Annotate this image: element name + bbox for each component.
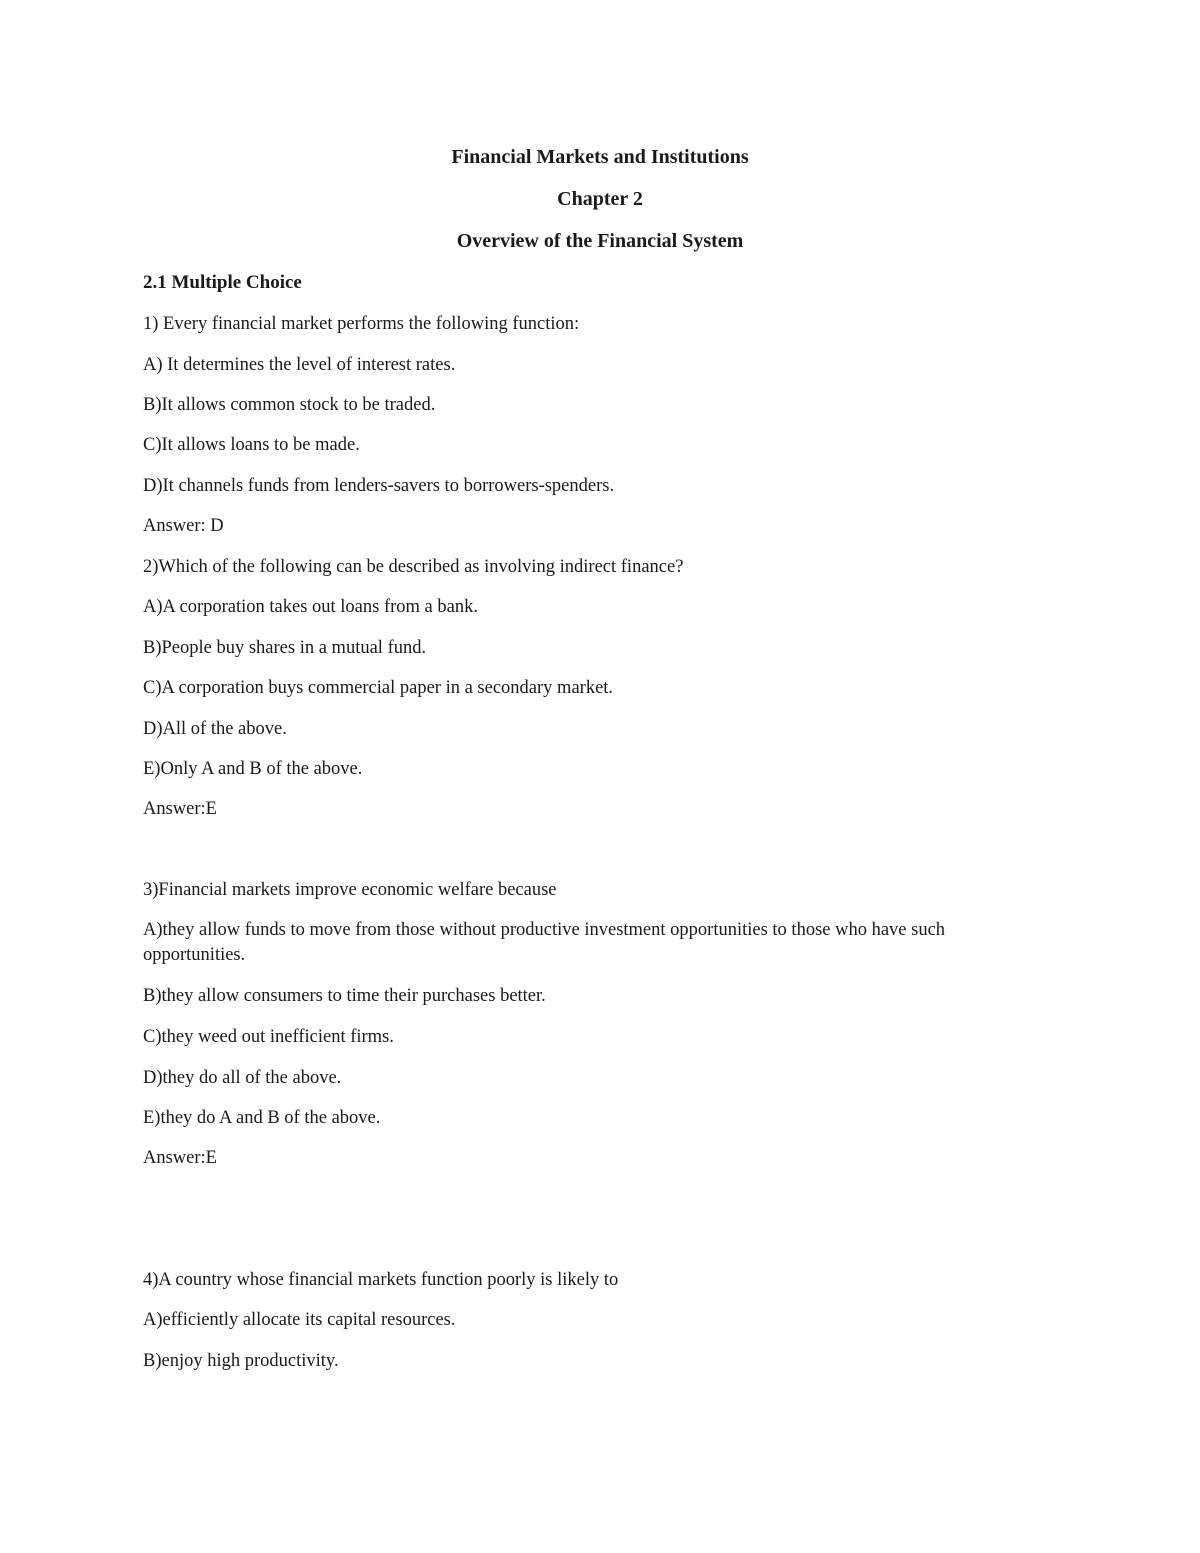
answer-option: A) It determines the level of interest rates. <box>143 355 456 375</box>
answer-key: Answer:E <box>143 1148 217 1168</box>
document-title: Financial Markets and Institutions <box>451 146 749 168</box>
answer-option: C)they weed out inefficient firms. <box>143 1027 394 1047</box>
answer-option: C)It allows loans to be made. <box>143 435 360 455</box>
answer-key: Answer:E <box>143 799 217 819</box>
answer-option: D)they do all of the above. <box>143 1068 342 1088</box>
answer-option: B)they allow consumers to time their purchases better. <box>143 986 546 1006</box>
answer-option: A)A corporation takes out loans from a bank. <box>143 597 478 617</box>
answer-option: B)People buy shares in a mutual fund. <box>143 638 427 658</box>
section-heading: 2.1 Multiple Choice <box>143 272 302 293</box>
answer-option: B)enjoy high productivity. <box>143 1351 339 1371</box>
answer-option: E)they do A and B of the above. <box>143 1108 381 1128</box>
question-prompt: 1) Every financial market performs the following function: <box>143 314 580 334</box>
question-prompt: 2)Which of the following can be described as involving indirect finance? <box>143 557 684 577</box>
question-prompt: 4)A country whose financial markets function poorly is likely to <box>143 1270 619 1290</box>
answer-option: A)efficiently allocate its capital resources. <box>143 1310 456 1330</box>
answer-key: Answer: D <box>143 516 224 536</box>
answer-option: A)they allow funds to move from those without productive investment opportunities to those who have such opportunities. <box>143 920 946 965</box>
document-subtitle: Overview of the Financial System <box>456 230 744 252</box>
answer-option: E)Only A and B of the above. <box>143 759 363 779</box>
answer-option: B)It allows common stock to be traded. <box>143 395 436 415</box>
question-prompt: 3)Financial markets improve economic welfare because <box>143 880 557 900</box>
answer-option: D)It channels funds from lenders-savers to borrowers-spenders. <box>143 476 615 496</box>
chapter-heading: Chapter 2 <box>557 188 643 210</box>
answer-option: C)A corporation buys commercial paper in a secondary market. <box>143 678 614 698</box>
answer-option: D)All of the above. <box>143 719 287 739</box>
